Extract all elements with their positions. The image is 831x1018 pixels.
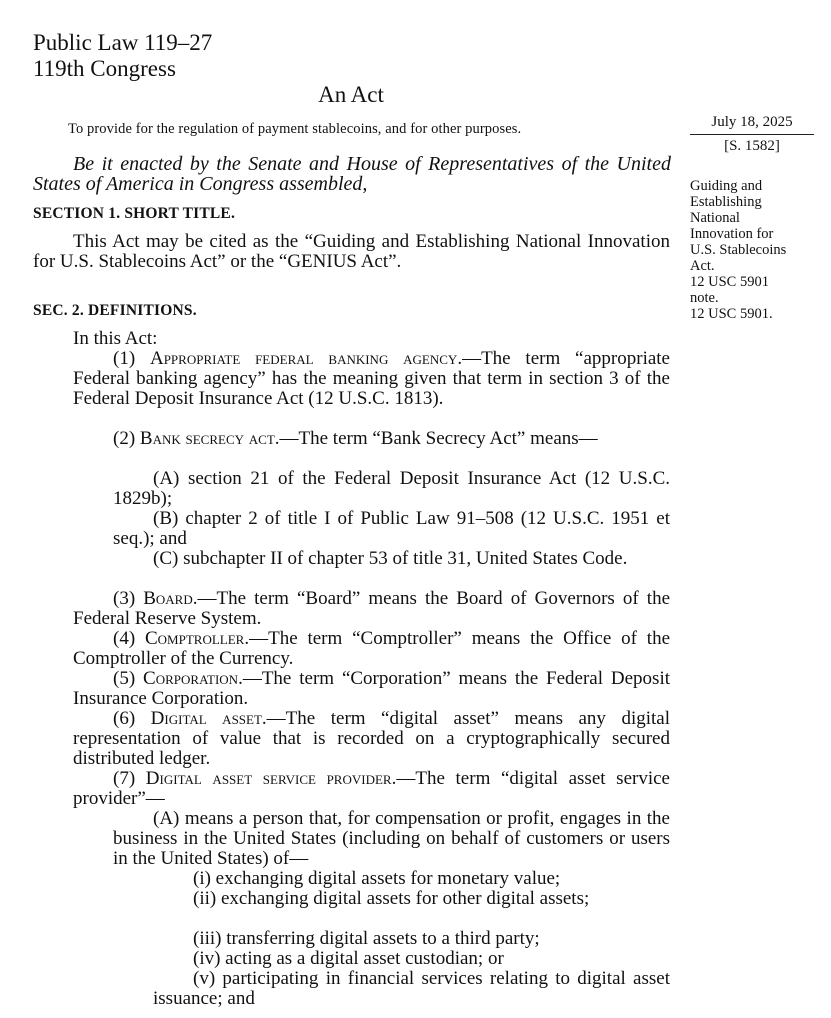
date-box [690, 112, 814, 156]
section1-heading: SECTION 1. SHORT TITLE. [33, 205, 236, 222]
term-corporation: Corporation [143, 668, 239, 689]
definition-5: (5) Corporation.—The term “Corporation” means the Federal Deposit Insurance Corporation. [73, 668, 670, 709]
act-title: An Act [318, 82, 384, 107]
definition-2: (2) Bank secrecy act.—The term “Bank Secrecy Act” means— [113, 428, 598, 449]
term-digital-asset: Digital asset [150, 708, 262, 729]
term-digital-asset-service-provider: Digital asset service provider [145, 768, 392, 789]
definition-3: (3) Board.—The term “Board” means the Board of Governors of the Federal Reserve System. [73, 588, 670, 629]
term-board: Board [143, 588, 193, 609]
definition-1: (1) Appropriate federal banking agency.—The term “appropriate Federal banking agency” has the meaning given that term in section 3 of the Federal Deposit Insurance Act (12 U.S.C. 1813). [73, 348, 670, 409]
definition-7-A-v: (v) participating in financial services relating to digital asset issuance; and [153, 968, 670, 1009]
definition-2-B: (B) chapter 2 of title I of Public Law 91–508 (12 U.S.C. 1951 et seq.); and [113, 508, 670, 549]
term-appropriate-federal-banking-agency: Appropriate federal banking agency [149, 348, 458, 369]
margin-note-usc-definitions: 12 USC 5901. [690, 306, 773, 322]
term-comptroller: Comptroller [145, 628, 245, 649]
congress-label: 119th Congress [33, 56, 176, 81]
definition-6: (6) Digital asset.—The term “digital asset” means any digital representation of value that is recorded on a cryptographically secured distributed ledger. [73, 708, 670, 769]
definition-7-A-i: (i) exchanging digital assets for monetary value; [193, 868, 561, 889]
definition-7-A-ii: (ii) exchanging digital assets for other digital assets; [193, 888, 590, 909]
enacting-clause: Be it enacted by the Senate and House of Representatives of the United States of America in Congress assembled, [33, 153, 671, 195]
act-purpose: To provide for the regulation of payment stablecoins, and for other purposes. [68, 121, 522, 137]
definition-4: (4) Comptroller.—The term “Comptroller” means the Office of the Comptroller of the Currency. [73, 628, 670, 669]
definition-2-C: (C) subchapter II of chapter 53 of title 31, United States Code. [153, 548, 628, 569]
margin-note-short-title: Guiding and Establishing National Innovation for U.S. Stablecoins Act. 12 USC 5901 note. 12 USC 5901. [690, 178, 787, 322]
definition-7-A-iii: (iii) transferring digital assets to a third party; [193, 928, 540, 949]
definitions-intro: In this Act: [73, 328, 158, 349]
definition-2-A: (A) section 21 of the Federal Deposit Insurance Act (12 U.S.C. 1829b); [113, 468, 670, 509]
term-bank-secrecy-act: Bank secrecy act [139, 428, 275, 449]
public-law-number: Public Law 119–27 [33, 30, 213, 55]
enactment-date: July 18, 2025 [711, 114, 793, 130]
date-rule [690, 134, 814, 135]
section2-heading: SEC. 2. DEFINITIONS. [33, 302, 197, 319]
margin-note-usc: 12 USC 5901 [690, 274, 769, 290]
definition-7-A-iv: (iv) acting as a digital asset custodian; or [193, 948, 504, 969]
bill-number: [S. 1582] [724, 138, 780, 154]
section1-text: This Act may be cited as the “Guiding and Establishing National Innovation for U.S. Stablecoins Act” or the “GENIUS Act”. [33, 231, 670, 272]
definition-7-A: (A) means a person that, for compensation or profit, engages in the business in the United States (including on behalf of customers or users in the United States) of— [113, 808, 670, 869]
definition-7: (7) Digital asset service provider.—The term “digital asset service provider”— [73, 768, 670, 809]
